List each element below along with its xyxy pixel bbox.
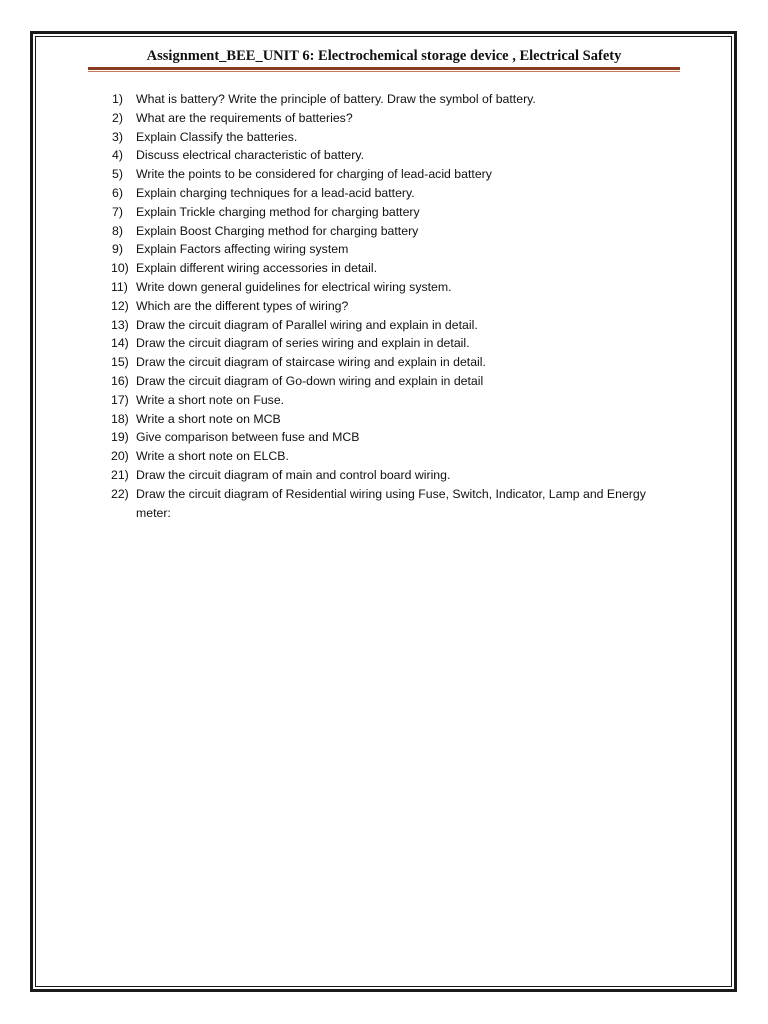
- question-number: 10): [111, 261, 129, 276]
- question-number: 16): [111, 373, 129, 388]
- question-text: Draw the circuit diagram of series wiring and explain in detail.: [136, 336, 470, 351]
- question-item: [94, 109, 674, 128]
- question-item: [94, 184, 674, 203]
- title-underline-thick: [88, 67, 680, 70]
- question-text: Explain Trickle charging method for charging battery: [136, 204, 420, 219]
- question-text: Draw the circuit diagram of staircase wiring and explain in detail.: [136, 355, 486, 370]
- question-item: [94, 316, 674, 335]
- question-text: Give comparison between fuse and MCB: [136, 430, 360, 445]
- question-number: 21): [111, 467, 129, 482]
- question-text: Draw the circuit diagram of Residential wiring using Fuse, Switch, Indicator, Lamp and Energy meter:: [136, 486, 646, 520]
- question-item: [94, 278, 674, 297]
- question-item: [94, 90, 674, 109]
- question-number: 12): [111, 298, 129, 313]
- question-item: [94, 353, 674, 372]
- question-text: Write a short note on MCB: [136, 411, 281, 426]
- question-text: What are the requirements of batteries?: [136, 110, 353, 125]
- question-number: 8): [112, 223, 123, 238]
- question-item: [94, 428, 674, 447]
- question-item: [94, 128, 674, 147]
- question-text: Explain charging techniques for a lead-acid battery.: [136, 185, 415, 200]
- question-item: [94, 334, 674, 353]
- question-text: Write the points to be considered for charging of lead-acid battery: [136, 167, 492, 182]
- question-list: [94, 90, 674, 522]
- question-number: 19): [111, 430, 129, 445]
- question-item: [94, 222, 674, 241]
- question-number: 15): [111, 355, 129, 370]
- question-item: [94, 203, 674, 222]
- question-item: [94, 259, 674, 278]
- question-number: 7): [112, 204, 123, 219]
- question-number: 18): [111, 411, 129, 426]
- question-number: 6): [112, 185, 123, 200]
- question-text: Explain different wiring accessories in detail.: [136, 261, 378, 276]
- question-text: Write a short note on Fuse.: [136, 392, 285, 407]
- question-text: Which are the different types of wiring?: [136, 298, 349, 313]
- question-number: 1): [112, 92, 123, 106]
- question-item: [94, 485, 674, 523]
- document-title: Assignment_BEE_UNIT 6: Electrochemical storage device , Electrical Safety: [146, 48, 622, 64]
- question-text: What is battery? Write the principle of battery. Draw the symbol of battery.: [136, 92, 536, 106]
- question-text: Write down general guidelines for electrical wiring system.: [136, 279, 452, 294]
- question-item: [94, 391, 674, 410]
- question-item: [94, 240, 674, 259]
- question-number: 2): [112, 110, 123, 125]
- question-item: [94, 447, 674, 466]
- question-number: 3): [112, 129, 123, 144]
- question-text: Explain Factors affecting wiring system: [136, 242, 349, 257]
- question-item: [94, 410, 674, 429]
- question-item: [94, 372, 674, 391]
- question-item: [94, 165, 674, 184]
- question-number: 11): [111, 279, 128, 294]
- question-text: Draw the circuit diagram of Go-down wiring and explain in detail: [136, 373, 484, 388]
- title-underline-thin: [88, 71, 680, 72]
- question-text: Explain Boost Charging method for charging battery: [136, 223, 419, 238]
- question-item: [94, 146, 674, 165]
- question-number: 5): [112, 167, 123, 182]
- question-item: [94, 466, 674, 485]
- question-item: [94, 297, 674, 316]
- question-number: 17): [111, 392, 129, 407]
- question-text: Write a short note on ELCB.: [136, 449, 289, 464]
- question-text: Draw the circuit diagram of Parallel wiring and explain in detail.: [136, 317, 478, 332]
- question-number: 22): [111, 486, 129, 501]
- question-text: Draw the circuit diagram of main and control board wiring.: [136, 467, 451, 482]
- question-number: 14): [111, 336, 129, 351]
- question-text: Discuss electrical characteristic of battery.: [136, 148, 365, 163]
- question-number: 9): [112, 242, 123, 257]
- question-number: 4): [112, 148, 123, 163]
- question-number: 20): [111, 449, 129, 464]
- question-text: Explain Classify the batteries.: [136, 129, 298, 144]
- question-number: 13): [111, 317, 129, 332]
